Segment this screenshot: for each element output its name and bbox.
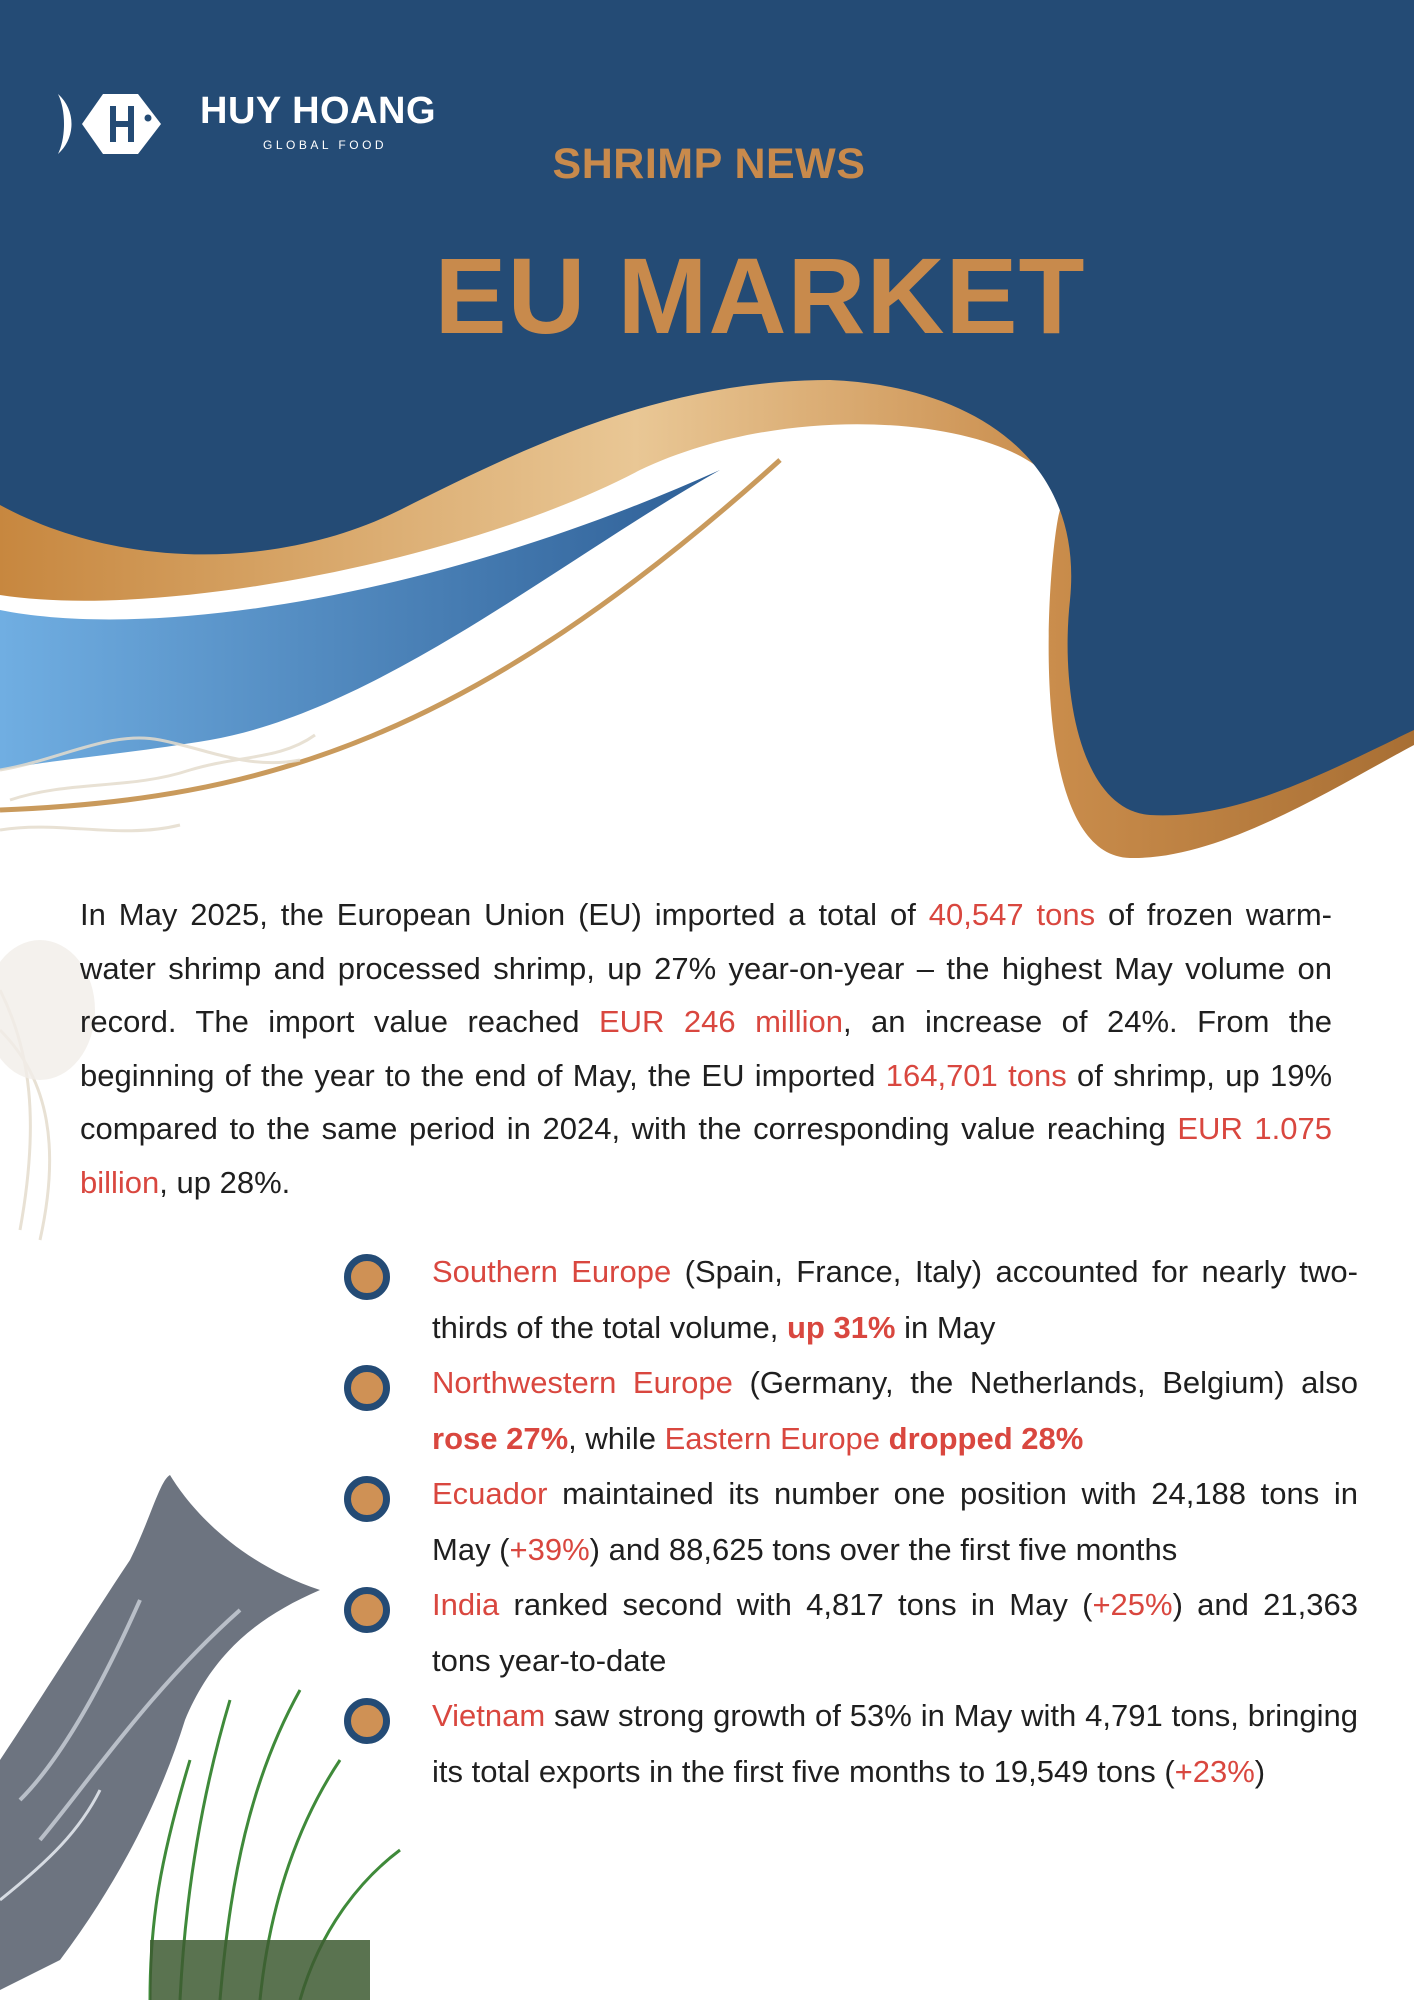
region-name: Northwestern Europe [432, 1365, 733, 1400]
intro-text: In May 2025, the European Union (EU) imported a total of [80, 897, 929, 932]
intro-text: of frozen warm-water shrimp and processed shrimp, up 27% year-on-year – the highest May volume on record. The import value reached [80, 897, 1332, 1039]
bullet-body: (Spain, France, Italy) accounted for nearly two-thirds of the total volume, [432, 1254, 1358, 1345]
bullet-dot-icon [344, 1587, 390, 1633]
bullet-body: ) and 21,363 tons year-to-date [432, 1587, 1358, 1678]
intro-text: , an increase of 24%. From the beginning of the year to the end of May, the EU imported [80, 1004, 1333, 1093]
bullet-body: ) and 88,625 tons over the first five months [589, 1531, 1178, 1567]
bullet-body: ranked second with 4,817 tons in May ( [499, 1587, 1093, 1622]
bullet-text [432, 1688, 1358, 1799]
intro-highlight-ytd-volume: 164,701 tons [885, 1057, 1067, 1093]
region-name: Eastern Europe [664, 1420, 881, 1456]
fish-tail-decoration [0, 1475, 320, 1990]
page-title: EU MARKET [434, 235, 1086, 356]
brand-tagline: GLOBAL FOOD [263, 138, 388, 152]
bullet-text [432, 1466, 1358, 1577]
bullet-highlight: +39% [509, 1531, 590, 1567]
intro-paragraph [80, 888, 1332, 1209]
bullet-text [432, 1355, 1358, 1466]
bullet-dot-icon [344, 1476, 390, 1522]
intro-text: of shrimp, up 19% compared to the same period in 2024, with the corresponding value reaching [80, 1057, 1333, 1146]
bullet-highlight: rose 27% [432, 1420, 569, 1456]
bullet-body [880, 1421, 889, 1456]
bullet-body: in May [895, 1309, 996, 1345]
bullet-body: (Germany, the Netherlands, Belgium) also [732, 1365, 1358, 1400]
country-name: Vietnam [432, 1698, 546, 1733]
bullet-highlight: up 31% [786, 1309, 896, 1345]
key-points-list [344, 1244, 1358, 1799]
bullet-text [432, 1244, 1358, 1355]
intro-highlight-ytd-value: EUR 1.075 billion [80, 1111, 1333, 1200]
bullet-body: ) [1254, 1753, 1266, 1789]
intro-text: , up 28%. [159, 1164, 291, 1200]
country-name: Ecuador [432, 1476, 548, 1511]
list-item [344, 1577, 1358, 1688]
brand-name: HUY HOANG [200, 90, 437, 132]
region-name: Southern Europe [432, 1254, 672, 1289]
section-kicker: SHRIMP NEWS [552, 140, 866, 188]
intro-highlight-volume: 40,547 tons [928, 897, 1096, 932]
bullet-body: maintained its number one position with 24,188 tons in May ( [432, 1476, 1358, 1567]
bullet-dot-icon [344, 1254, 390, 1300]
country-name: India [432, 1587, 500, 1622]
bullet-body: , while [568, 1420, 665, 1456]
bullet-text [432, 1577, 1358, 1688]
list-item [344, 1355, 1358, 1466]
bullet-highlight: dropped 28% [888, 1420, 1084, 1456]
bullet-highlight: +23% [1174, 1753, 1255, 1789]
bullet-dot-icon [344, 1365, 390, 1411]
intro-highlight-value: EUR 246 million [598, 1004, 843, 1039]
bullet-dot-icon [344, 1698, 390, 1744]
list-item [344, 1244, 1358, 1355]
list-item [344, 1466, 1358, 1577]
seaweed-base [150, 1940, 370, 2000]
bullet-body: saw strong growth of 53% in May with 4,791 tons, bringing its total exports in the first five months to 19,549 tons ( [432, 1698, 1358, 1789]
list-item [344, 1688, 1358, 1799]
bullet-highlight: +25% [1092, 1587, 1173, 1622]
